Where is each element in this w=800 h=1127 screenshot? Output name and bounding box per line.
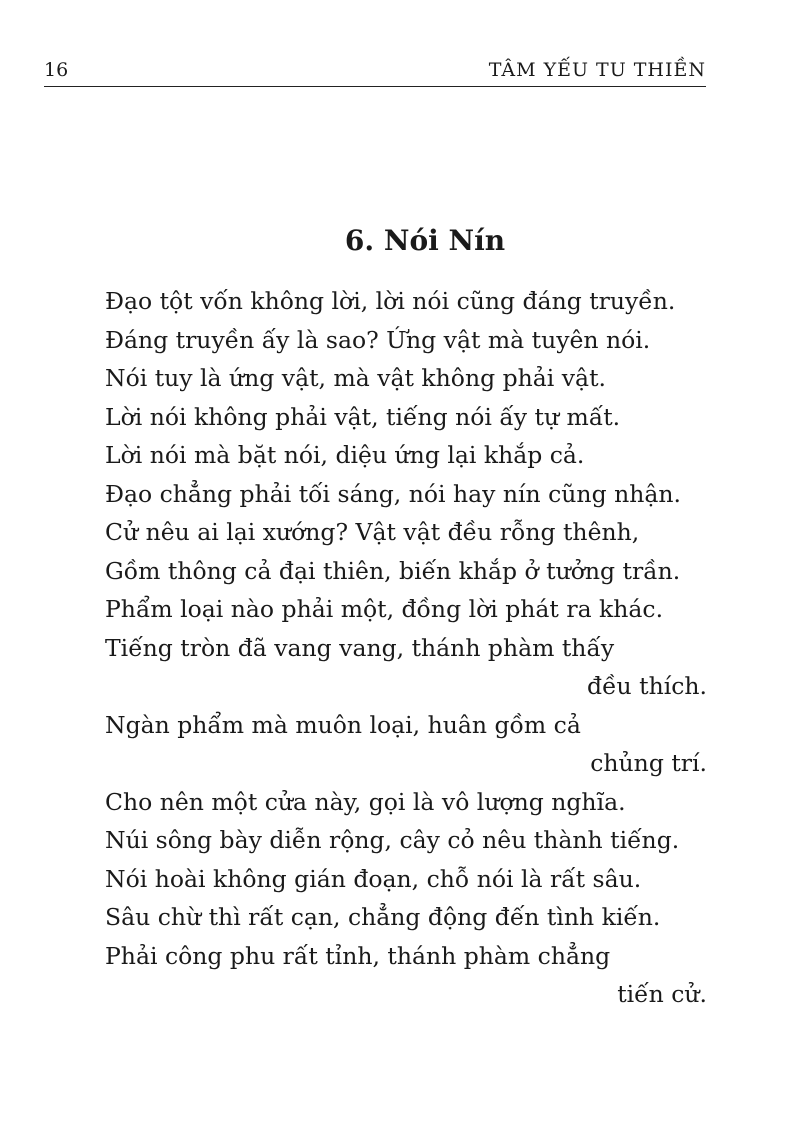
verse-line	[105, 629, 707, 706]
verse-line	[105, 398, 707, 437]
verse-text: Nói tuy là ứng vật, mà vật không phải vật.	[105, 364, 606, 392]
verse-line	[105, 475, 707, 514]
verse-line	[105, 821, 707, 860]
verse-continuation: đều thích.	[587, 672, 707, 700]
verse-text: Cử nêu ai lại xướng? Vật vật đều rỗng thênh,	[105, 518, 640, 546]
verse-text: Lời nói không phải vật, tiếng nói ấy tự mất.	[105, 402, 621, 431]
verse-line	[105, 783, 707, 822]
verse-list	[105, 282, 707, 1014]
verse-text: Sâu chừ thì rất cạn, chẳng động đến tình kiến.	[105, 903, 661, 931]
verse-text: Cho nên một cửa này, gọi là vô lượng nghĩa.	[105, 787, 626, 816]
verse-line	[105, 552, 707, 591]
verse-line	[105, 937, 707, 1014]
verse-text: Lời nói mà bặt nói, diệu ứng lại khắp cả.	[105, 441, 585, 469]
verse-text: Tiếng tròn đã vang vang, thánh phàm thấy	[105, 633, 615, 662]
verse-line	[105, 590, 707, 629]
verse-text: Đạo chẳng phải tối sáng, nói hay nín cũng nhận.	[105, 479, 681, 508]
running-title: TÂM YẾU TU THIỀN	[488, 59, 706, 81]
verse-line	[105, 898, 707, 937]
verse-text: Nói hoài không gián đoạn, chỗ nói là rất sâu.	[105, 864, 642, 893]
chapter-title: 6. Nói Nín	[344, 223, 506, 257]
verse-text: Phẩm loại nào phải một, đồng lời phát ra khác.	[105, 595, 664, 623]
verse-text: Ngàn phẩm mà muôn loại, huân gồm cả	[105, 710, 581, 739]
verse-text: Phải công phu rất tỉnh, thánh phàm chẳng	[105, 941, 611, 970]
page-number: 16	[44, 59, 69, 81]
verse-line	[105, 860, 707, 899]
verse-text: Gồm thông cả đại thiên, biến khắp ở tưởng trần.	[105, 556, 681, 585]
verse-line	[105, 321, 707, 360]
verse-text: Núi sông bày diễn rộng, cây cỏ nêu thành tiếng.	[105, 826, 680, 854]
verse-text: Đạo tột vốn không lời, lời nói cũng đáng truyền.	[105, 287, 676, 315]
verse-continuation: tiến cử.	[617, 980, 707, 1008]
verse-line	[105, 513, 707, 552]
verse-text: Đáng truyền ấy là sao? Ứng vật mà tuyên nói.	[105, 325, 651, 354]
verse-continuation: chủng trí.	[590, 749, 707, 777]
verse-line	[105, 359, 707, 398]
running-header	[44, 56, 706, 87]
verse-line	[105, 706, 707, 783]
verse-line	[105, 436, 707, 475]
verse-line	[105, 282, 707, 321]
